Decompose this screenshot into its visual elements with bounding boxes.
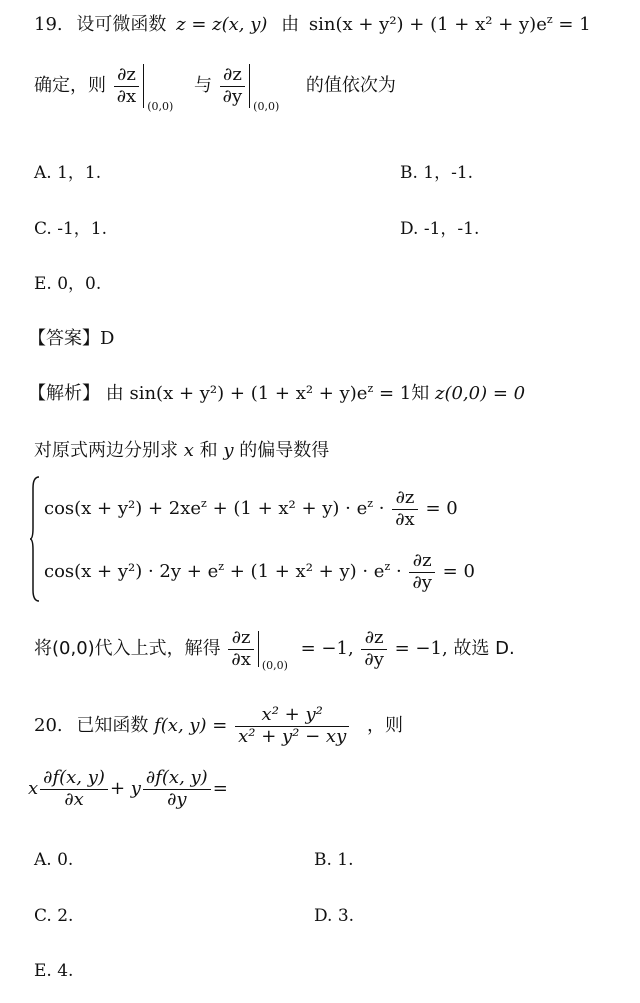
q19-confirm: 确定，则 [34,75,106,96]
q20-stem-line1: 20. 已知函数 f(x, y) = $\frac{\text{x² + y²}}{\text{x² + y² − xy}}$ ，则 [34,704,403,747]
q20-number: 20. [34,715,63,737]
q19-answer [28,330,114,348]
q19-partial-x: $\frac{\partial z}{\partial x}$ [114,65,139,107]
q20-option-a[interactable]: A. 0. [34,850,74,870]
q19-option-d[interactable]: D. -1，-1. [400,219,480,239]
q19-substitution: 将(0,0)代入上式，解得 $\frac{\partial z}{\partial x}$ (0,0) = −1, $\frac{\partial z}{\partial y}$ = −1, 故选 D. [34,627,515,673]
q19-partial-y: $\frac{\partial z}{\partial y}$ [220,65,245,107]
q19-system-eq2: $\cos(x + y^2) \cdot 2y + e^z + (1 + x^2 + y) \cdot e^z$ · $\frac{\partial z}{\partial y}$ = 0 [44,550,475,593]
q19-system-eq1: $\cos(x + y^2) + 2xe^z + (1 + x^2 + y) \cdot e^z$ · $\frac{\partial z}{\partial x}$ = 0 [44,487,458,530]
q19-by: 由 [281,14,300,35]
q20-expression: x $\frac{\partial f(x, y)}{\partial x}$ + y $\frac{\partial f(x, y)}{\partial y}$ = [28,767,228,810]
q19-number: 19. [34,14,63,35]
q20-option-c[interactable]: C. 2. [34,906,74,926]
q19-deriv-intro: 对原式两边分别求 x 和 y 的偏导数得 [34,440,330,461]
q19-and: 与 [193,75,212,96]
q19-eval-bar-x: (0,0) [143,64,184,108]
q19-intro: 设可微函数 [76,14,167,35]
system-brace [30,476,40,602]
q19-stem-line1 [34,14,591,34]
q19-stem-line2 [34,63,396,113]
q19-option-c[interactable]: C. -1，1. [34,219,107,239]
answer-tag: 【答案】 [28,328,100,349]
q19-tail: 的值依次为 [305,75,396,96]
q19-option-b[interactable]: B. 1，-1. [400,163,474,183]
q20-option-b[interactable]: B. 1. [314,850,354,870]
q19-option-a[interactable]: A. 1，1. [34,163,102,183]
answer-value: D [100,328,115,349]
q19-analysis: 【解析】 由 $\sin(x + y^2) + (1 + x^2 + y)e^z = 1$知 z(0,0) = 0 [28,382,526,404]
analysis-tag: 【解析】 [28,383,100,404]
q19-eval-bar-y: (0,0) [249,64,290,108]
q20-option-e[interactable]: E. 4. [34,961,74,981]
q19-equation: $\sin(x + y^2) + (1 + x^2 + y)e^z = 1$ [308,13,591,35]
q20-fraction: $\frac{\text{x² + y²}}{\text{x² + y² − xy}}$ [235,705,349,747]
q19-func: z = z(x, y) [176,14,268,35]
q19-option-e[interactable]: E. 0，0. [34,274,102,294]
q20-option-d[interactable]: D. 3. [314,906,355,926]
